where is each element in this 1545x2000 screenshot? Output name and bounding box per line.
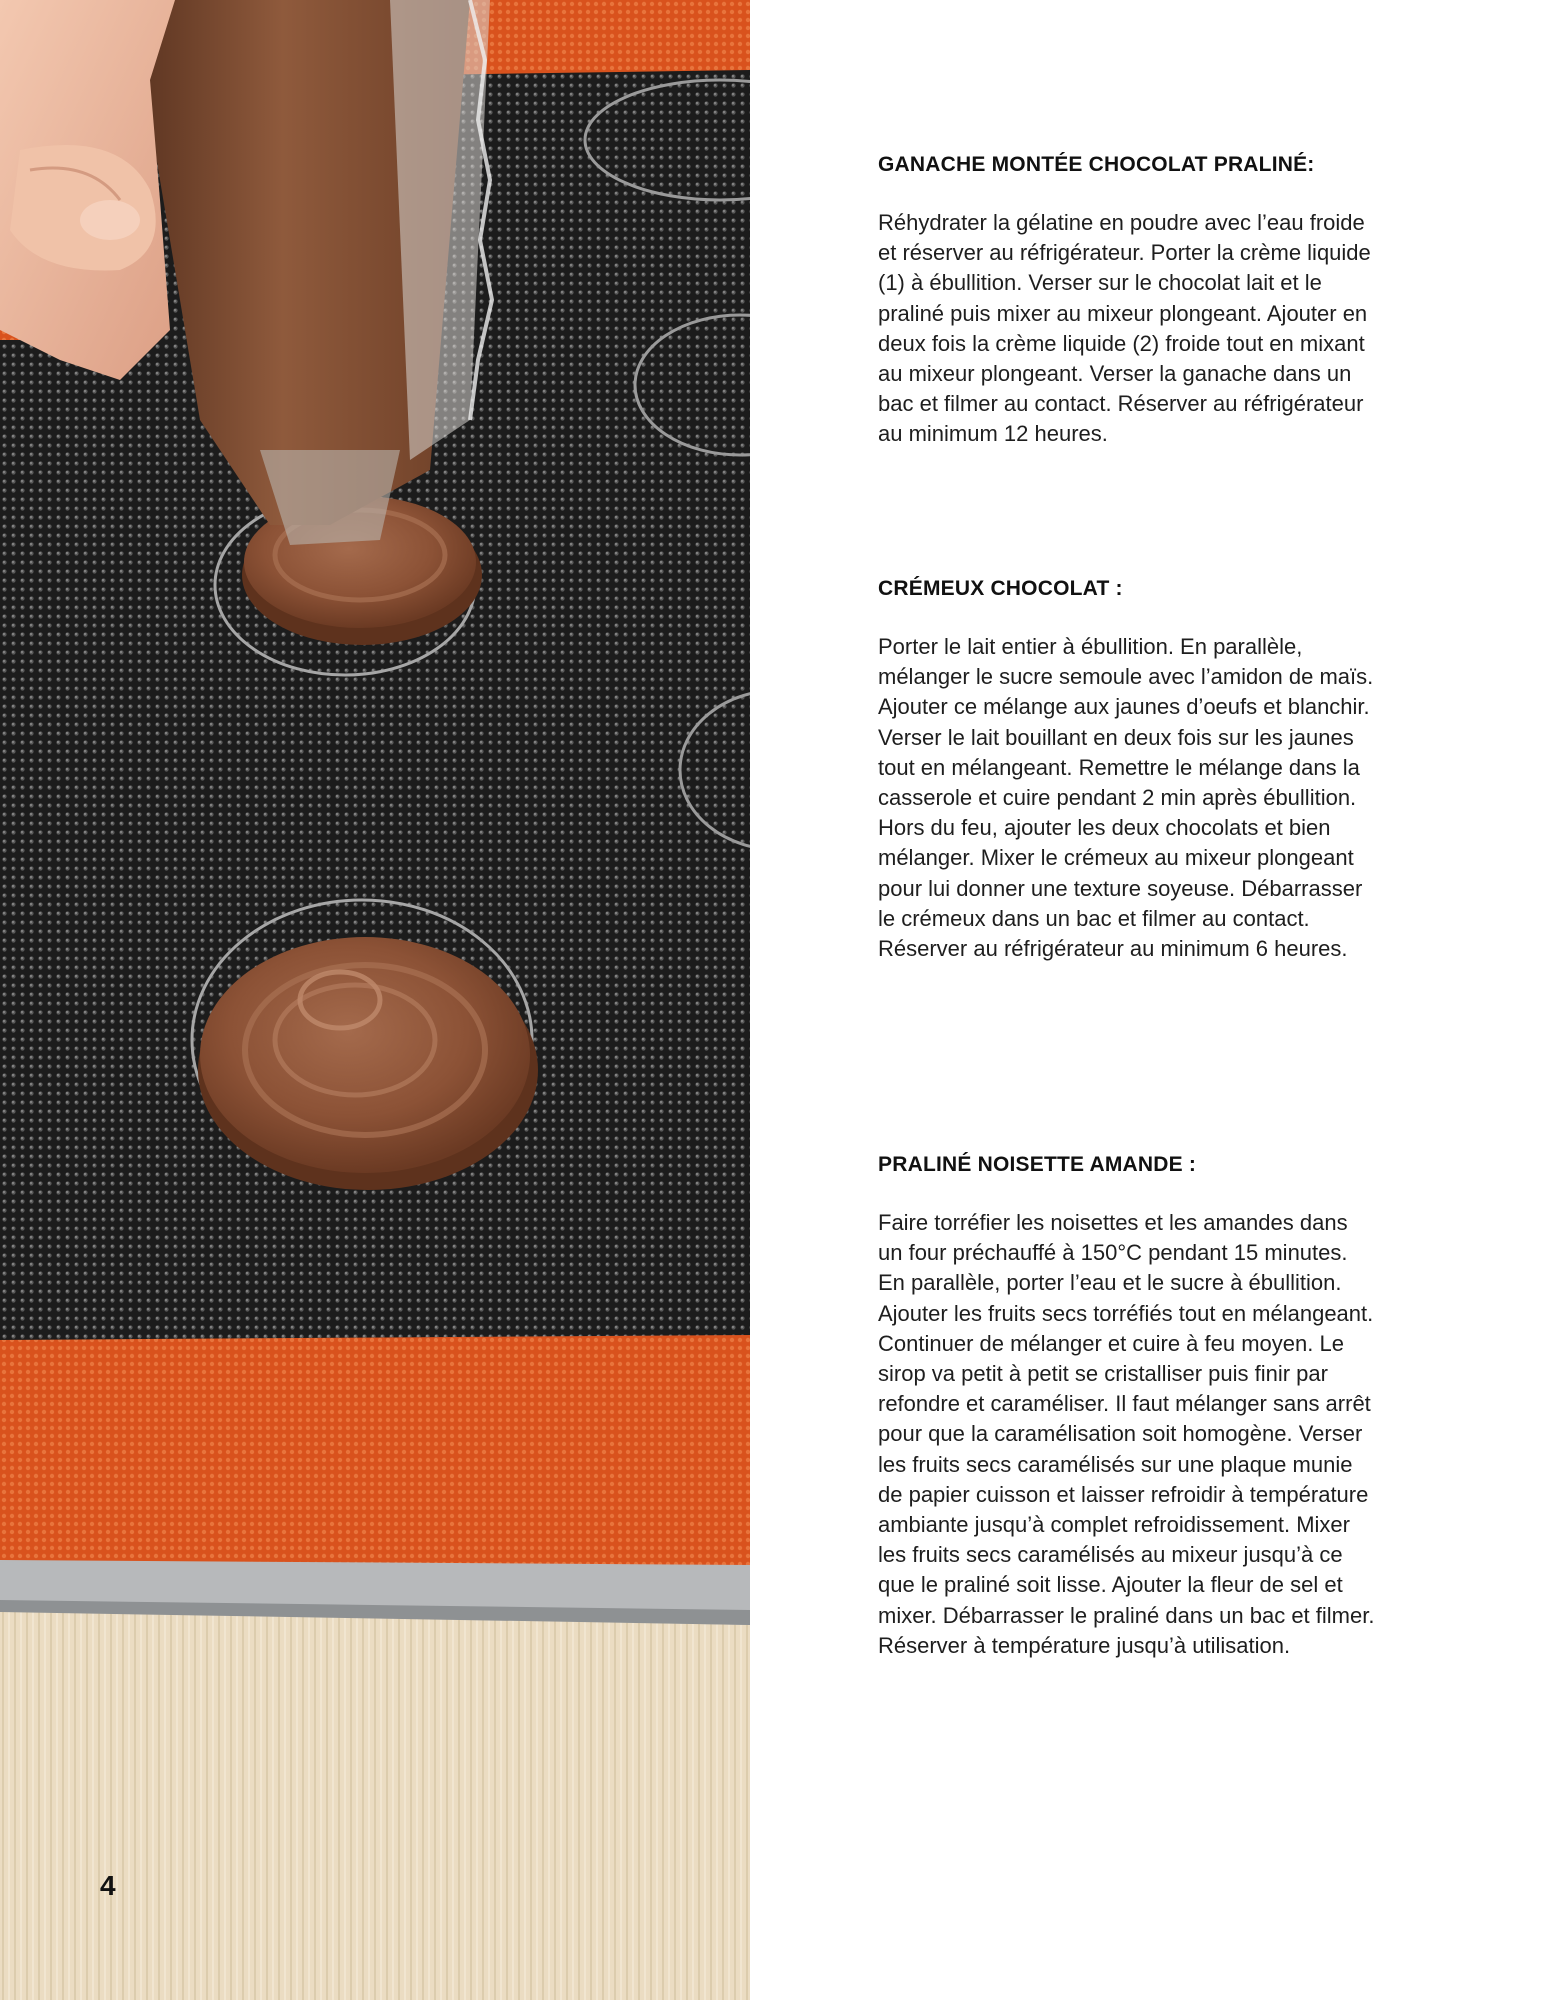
section-body: Porter le lait entier à ébullition. En parallèle, mélanger le sucre semoule avec l’amidon de maïs. Ajouter ce mélange aux jaunes d’oeufs et blanchir. Verser le lait bouillant en deux fois sur les jaunes tout en mélangeant. Remettre le mélange dans la casserole et cuire pendant 2 min après ébullition. Hors du feu, ajouter les deux chocolats et bien mélanger. Mixer le crémeux au mixeur plongeant pour lui donner une texture soyeuse. Débarrasser le crémeux dans un bac et filmer au contact. Réserver au réfrigérateur au minimum 6 heures. (878, 634, 1374, 962)
section-praline (878, 1150, 1378, 1661)
section-title: PRALINÉ NOISETTE AMANDE : (878, 1153, 1197, 1176)
section-body: Réhydrater la gélatine en poudre avec l’eau froide et réserver au réfrigérateur. Porter la crème liquide (1) à ébullition. Verser sur le chocolat lait et le praliné puis mixer au mixeur plongeant. Ajouter en deux fois la crème liquide (2) froide tout en mixant au mixeur plongeant. Verser la ganache dans un bac et filmer au contact. Réserver au réfrigérateur au minimum 12 heures. (878, 210, 1371, 447)
page-number: 4 (100, 1870, 116, 1901)
chocolate-piping-photo (0, 0, 750, 2000)
section-body: Faire torréfier les noisettes et les amandes dans un four préchauffé à 150°C pendant 15 minutes. En parallèle, porter l’eau et le sucre à ébullition. Ajouter les fruits secs torréfiés tout en mélangeant. Continuer de mélanger et cuire à feu moyen. Le sirop va petit à petit se cristalliser puis finir par refondre et caraméliser. Il faut mélanger sans arrêt pour que la caramélisation soit homogène. Verser les fruits secs caramélisés sur une plaque munie de papier cuisson et laisser refroidir à température ambiante jusqu’à complet refroidissement. Mixer les fruits secs caramélisés au mixeur jusqu’à ce que le praliné soit lisse. Ajouter la fleur de sel et mixer. Débarrasser le praliné dans un bac et filmer. Réserver à température jusqu’à utilisation. (878, 1210, 1375, 1658)
section-title: GANACHE MONTÉE CHOCOLAT PRALINÉ: (878, 153, 1315, 176)
section-ganache (878, 150, 1378, 450)
section-cremeux (878, 574, 1378, 964)
section-title: CRÉMEUX CHOCOLAT : (878, 577, 1123, 600)
